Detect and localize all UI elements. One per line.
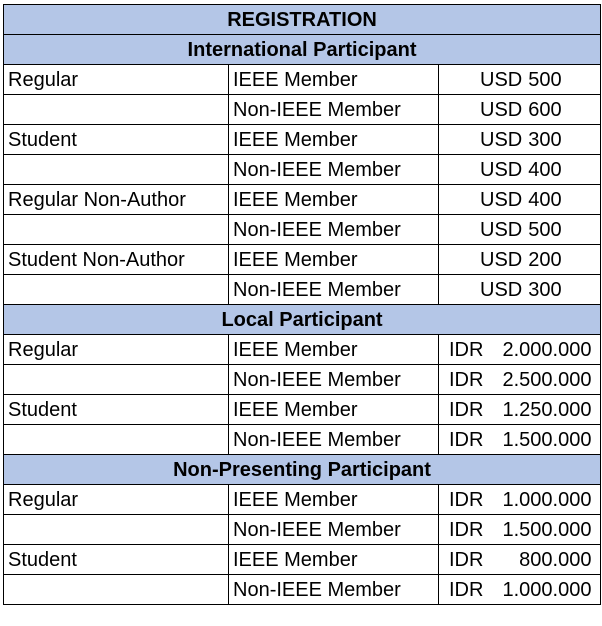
fee-value: 200 bbox=[528, 248, 562, 271]
membership-type: IEEE Member bbox=[229, 65, 439, 95]
fee-amount bbox=[443, 490, 600, 510]
fee-currency: USD bbox=[480, 218, 523, 241]
participant-category bbox=[4, 215, 229, 245]
fee-amount bbox=[443, 160, 600, 180]
membership-type: Non-IEEE Member bbox=[229, 215, 439, 245]
fee-currency: IDR bbox=[449, 428, 484, 451]
table-row bbox=[4, 425, 601, 455]
table-row bbox=[4, 515, 601, 545]
fee-cell bbox=[439, 395, 601, 425]
participant-category: Regular bbox=[4, 65, 229, 95]
membership-type: IEEE Member bbox=[229, 545, 439, 575]
fee-amount bbox=[443, 250, 600, 270]
fee-amount bbox=[443, 190, 600, 210]
fee-cell bbox=[439, 155, 601, 185]
fee-cell bbox=[439, 545, 601, 575]
fee-value: 1.500.000 bbox=[502, 428, 592, 451]
fee-amount bbox=[443, 220, 600, 240]
fee-currency: USD bbox=[480, 248, 523, 271]
table-row bbox=[4, 335, 601, 365]
fee-currency: USD bbox=[480, 158, 523, 181]
fee-value: 800.000 bbox=[519, 548, 592, 571]
fee-currency: IDR bbox=[449, 398, 484, 421]
fee-value: 400 bbox=[528, 188, 562, 211]
participant-category: Student bbox=[4, 125, 229, 155]
fee-amount bbox=[443, 370, 600, 390]
section-header-row bbox=[4, 305, 601, 335]
membership-type: Non-IEEE Member bbox=[229, 155, 439, 185]
table-row bbox=[4, 395, 601, 425]
membership-type: Non-IEEE Member bbox=[229, 425, 439, 455]
fee-value: 1.000.000 bbox=[502, 578, 592, 601]
table-title: REGISTRATION bbox=[4, 5, 601, 35]
fee-currency: USD bbox=[480, 278, 523, 301]
fee-cell bbox=[439, 485, 601, 515]
fee-cell bbox=[439, 215, 601, 245]
section-heading: Non-Presenting Participant bbox=[4, 455, 601, 485]
fee-cell bbox=[439, 65, 601, 95]
fee-value: 500 bbox=[528, 68, 562, 91]
participant-category bbox=[4, 275, 229, 305]
participant-category: Regular bbox=[4, 485, 229, 515]
table-row bbox=[4, 155, 601, 185]
fee-amount bbox=[443, 520, 600, 540]
participant-category bbox=[4, 365, 229, 395]
fee-value: 600 bbox=[528, 98, 562, 121]
fee-cell bbox=[439, 185, 601, 215]
section-heading: International Participant bbox=[4, 35, 601, 65]
membership-type: Non-IEEE Member bbox=[229, 515, 439, 545]
fee-cell bbox=[439, 575, 601, 605]
fee-currency: IDR bbox=[449, 488, 484, 511]
participant-category bbox=[4, 425, 229, 455]
membership-type: IEEE Member bbox=[229, 485, 439, 515]
table-row bbox=[4, 95, 601, 125]
fee-amount bbox=[443, 130, 600, 150]
fee-amount bbox=[443, 550, 600, 570]
fee-value: 1.250.000 bbox=[502, 398, 592, 421]
participant-category bbox=[4, 575, 229, 605]
membership-type: Non-IEEE Member bbox=[229, 275, 439, 305]
table-row bbox=[4, 485, 601, 515]
membership-type: IEEE Member bbox=[229, 395, 439, 425]
fee-currency: IDR bbox=[449, 548, 484, 571]
participant-category: Regular bbox=[4, 335, 229, 365]
fee-cell bbox=[439, 425, 601, 455]
fee-amount bbox=[443, 340, 600, 360]
fee-currency: IDR bbox=[449, 518, 484, 541]
participant-category: Student bbox=[4, 545, 229, 575]
fee-cell bbox=[439, 515, 601, 545]
fee-currency: USD bbox=[480, 188, 523, 211]
membership-type: Non-IEEE Member bbox=[229, 365, 439, 395]
fee-value: 2.000.000 bbox=[502, 338, 592, 361]
registration-table-body bbox=[4, 5, 601, 605]
section-header-row bbox=[4, 35, 601, 65]
table-row bbox=[4, 275, 601, 305]
registration-fee-table bbox=[3, 4, 601, 605]
table-row bbox=[4, 365, 601, 395]
membership-type: IEEE Member bbox=[229, 125, 439, 155]
table-row bbox=[4, 545, 601, 575]
fee-value: 1.500.000 bbox=[502, 518, 592, 541]
fee-value: 2.500.000 bbox=[502, 368, 592, 391]
table-row bbox=[4, 65, 601, 95]
table-row bbox=[4, 575, 601, 605]
fee-currency: IDR bbox=[449, 368, 484, 391]
participant-category bbox=[4, 95, 229, 125]
fee-amount bbox=[443, 430, 600, 450]
fee-amount bbox=[443, 70, 600, 90]
table-row bbox=[4, 215, 601, 245]
fee-value: 1.000.000 bbox=[502, 488, 592, 511]
fee-currency: IDR bbox=[449, 338, 484, 361]
participant-category: Regular Non-Author bbox=[4, 185, 229, 215]
participant-category: Student bbox=[4, 395, 229, 425]
fee-amount bbox=[443, 280, 600, 300]
fee-amount bbox=[443, 580, 600, 600]
fee-amount bbox=[443, 100, 600, 120]
table-row bbox=[4, 185, 601, 215]
participant-category bbox=[4, 155, 229, 185]
participant-category: Student Non-Author bbox=[4, 245, 229, 275]
table-row bbox=[4, 125, 601, 155]
fee-currency: USD bbox=[480, 128, 523, 151]
membership-type: Non-IEEE Member bbox=[229, 95, 439, 125]
fee-value: 300 bbox=[528, 278, 562, 301]
fee-value: 500 bbox=[528, 218, 562, 241]
fee-value: 400 bbox=[528, 158, 562, 181]
fee-cell bbox=[439, 245, 601, 275]
section-header-row bbox=[4, 455, 601, 485]
membership-type: IEEE Member bbox=[229, 245, 439, 275]
fee-currency: USD bbox=[480, 68, 523, 91]
title-row bbox=[4, 5, 601, 35]
membership-type: Non-IEEE Member bbox=[229, 575, 439, 605]
fee-cell bbox=[439, 275, 601, 305]
fee-cell bbox=[439, 95, 601, 125]
fee-cell bbox=[439, 125, 601, 155]
table-row bbox=[4, 245, 601, 275]
fee-cell bbox=[439, 365, 601, 395]
fee-cell bbox=[439, 335, 601, 365]
section-heading: Local Participant bbox=[4, 305, 601, 335]
fee-currency: USD bbox=[480, 98, 523, 121]
fee-currency: IDR bbox=[449, 578, 484, 601]
membership-type: IEEE Member bbox=[229, 335, 439, 365]
fee-amount bbox=[443, 400, 600, 420]
participant-category bbox=[4, 515, 229, 545]
fee-value: 300 bbox=[528, 128, 562, 151]
membership-type: IEEE Member bbox=[229, 185, 439, 215]
